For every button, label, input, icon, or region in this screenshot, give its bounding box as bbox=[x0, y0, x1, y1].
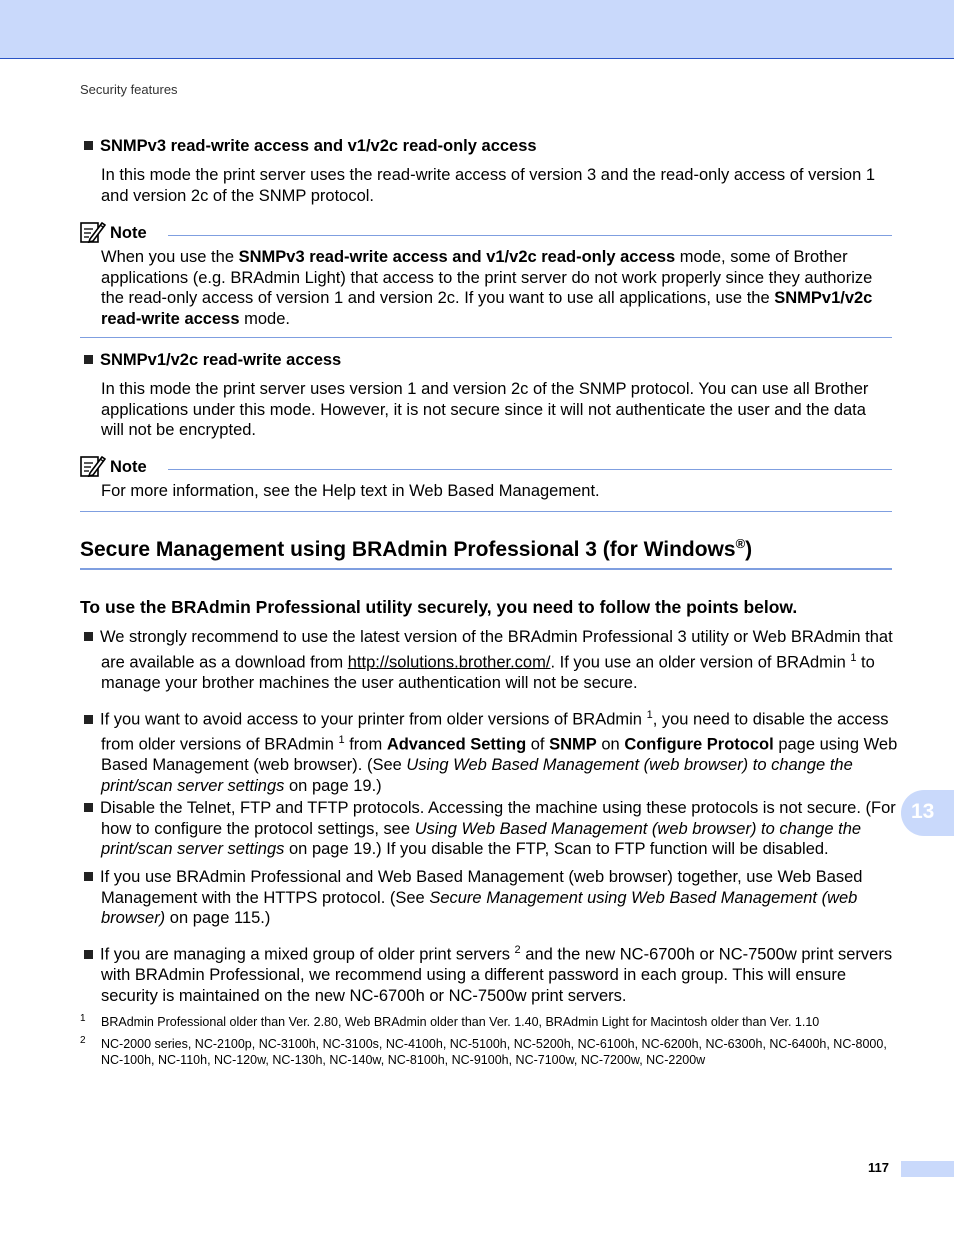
list-item-text: on page 19.) If you disable the FTP, Scan to FTP function will be disabled. bbox=[284, 840, 829, 858]
note-header bbox=[80, 220, 892, 246]
note1-text: mode. bbox=[239, 309, 290, 328]
cross-reference: Using Web Based Management (web browser) to change the print/scan server settings bbox=[101, 756, 853, 795]
square-bullet-icon bbox=[84, 632, 93, 641]
list-item-text: We strongly recommend to use the latest version of the BRAdmin Professional 3 utility or Web BRAdmin that are available as a download from bbox=[100, 628, 893, 671]
page-number: 117 bbox=[868, 1160, 889, 1175]
footnote-text: NC-2000 series, NC-2100p, NC-3100h, NC-3100s, NC-4100h, NC-5100h, NC-5200h, NC-6100h, NC-6200h, NC-6300h, NC-6400h, NC-8000, NC-100h, NC-110h, NC-120w, NC-130h, NC-140w, NC-8100h, NC-9100h, NC-7100w, NC-7200w, NC-2200w bbox=[101, 1037, 887, 1067]
list-item-text: on page 19.) bbox=[284, 776, 382, 795]
square-bullet-icon bbox=[84, 872, 93, 881]
footnote-number: 1 bbox=[80, 1013, 86, 1024]
note-end-rule bbox=[80, 337, 892, 338]
list-item-text: and the new NC-6700h or NC-7500w print servers with BRAdmin Professional, we recommend using a different password in each group. This will ensure security is maintained on the new NC-6700h or NC-7500w print servers. bbox=[101, 945, 893, 1005]
footnote bbox=[80, 1036, 892, 1068]
chapter-number: 13 bbox=[911, 800, 935, 823]
square-bullet-icon bbox=[84, 803, 93, 812]
snmpv3-title bbox=[84, 137, 537, 156]
subheading: To use the BRAdmin Professional utility securely, you need to follow the points below. bbox=[80, 597, 798, 617]
list-item-text: If you use BRAdmin Professional and Web Based Management (web browser) together, use Web Based Management with the HTTPS protocol. (See bbox=[100, 868, 863, 907]
note1-bold-mode: SNMPv3 read-write access and v1/v2c read-only access bbox=[238, 248, 676, 266]
header-band bbox=[0, 0, 954, 59]
menu-path-bold: Advanced Setting bbox=[386, 735, 527, 754]
list-item-text: If you are managing a mixed group of older print servers bbox=[100, 945, 515, 964]
list-item-text: Disable the Telnet, FTP and TFTP protocols. Accessing the machine using these protocols is not secure. (For how to configure the protocol settings, see bbox=[100, 799, 896, 838]
snmpv3-body: In this mode the print server uses the read-write access of version 3 and the read-only access of version 1 and version 2c of the SNMP protocol. bbox=[101, 166, 876, 205]
note1-text: When you use the bbox=[101, 248, 239, 266]
footnote-ref: 1 bbox=[646, 709, 653, 721]
snmpv3-title-text: SNMPv3 read-write access and v1/v2c read-only access bbox=[100, 137, 537, 155]
note1-text: mode, some of Brother applications (e.g. BRAdmin Light) that access to the print server do not work properly since they authorize the read-only access of version 1 and version 2c. If you want to use all applications, use the bbox=[101, 248, 873, 307]
footnote-ref: 1 bbox=[850, 651, 857, 664]
list-item bbox=[84, 705, 907, 796]
footnote-ref: 1 bbox=[338, 734, 345, 746]
list-item-text: from bbox=[344, 735, 387, 754]
brother-solutions-link[interactable]: http://solutions.brother.com/ bbox=[347, 653, 551, 671]
menu-path-bold: Configure Protocol bbox=[624, 735, 774, 754]
list-item-text: on bbox=[596, 735, 625, 754]
snmpv1-body: In this mode the print server uses version 1 and version 2c of the SNMP protocol. You can use all Brother applications under this mode. However, it is not secure since it will not authenticate the user and the data will not be encrypted. bbox=[101, 380, 869, 439]
list-item-text: If you want to avoid access to your printer from older versions of BRAdmin bbox=[100, 710, 647, 729]
registered-mark: ® bbox=[735, 536, 746, 551]
section-title-text: Secure Management using BRAdmin Professional 3 (for Windows bbox=[80, 538, 736, 561]
cross-reference: Secure Management using Web Based Management (web browser) bbox=[101, 888, 858, 927]
note-label: Note bbox=[110, 224, 147, 242]
list-item-text: on page 115.) bbox=[165, 909, 271, 927]
list-item-text: of bbox=[526, 735, 550, 754]
note1-body bbox=[101, 247, 891, 329]
note-pencil-icon bbox=[80, 454, 106, 478]
note-end-rule bbox=[80, 511, 892, 512]
snmpv1-title bbox=[84, 351, 341, 370]
section-title bbox=[80, 536, 752, 562]
footnote-number: 2 bbox=[80, 1035, 86, 1046]
note1-bold-mode: SNMPv1/v2c read-write access bbox=[101, 289, 873, 328]
list-item bbox=[84, 798, 907, 860]
footer-band bbox=[901, 1161, 954, 1177]
footnote bbox=[80, 1014, 892, 1030]
cross-reference: Using Web Based Management (web browser) to change the print/scan server settings bbox=[101, 819, 862, 858]
note-rule bbox=[168, 469, 892, 470]
note-pencil-icon bbox=[80, 220, 106, 244]
note-label: Note bbox=[110, 458, 147, 476]
list-item-text: . If you use an older version of BRAdmin bbox=[550, 653, 851, 671]
list-item-text: to manage your brother machines the user authentication will not be secure. bbox=[101, 653, 875, 692]
snmpv1-title-text: SNMPv1/v2c read-write access bbox=[100, 351, 342, 369]
list-item bbox=[84, 940, 907, 1006]
list-item bbox=[84, 867, 907, 929]
square-bullet-icon bbox=[84, 355, 93, 364]
section-rule bbox=[80, 568, 892, 570]
note-header bbox=[80, 454, 892, 480]
list-item-text: , you need to disable the access from older versions of BRAdmin bbox=[101, 710, 889, 754]
footnote-ref: 2 bbox=[514, 944, 521, 956]
menu-path-bold: SNMP bbox=[549, 735, 597, 754]
list-item bbox=[84, 627, 907, 693]
note-rule bbox=[168, 235, 892, 236]
square-bullet-icon bbox=[84, 950, 93, 959]
section-title-close: ) bbox=[745, 538, 753, 561]
note2-body: For more information, see the Help text in Web Based Management. bbox=[101, 482, 600, 500]
square-bullet-icon bbox=[84, 715, 93, 724]
footnote-text: BRAdmin Professional older than Ver. 2.80, Web BRAdmin older than Ver. 1.40, BRAdmin Light for Macintosh older than Ver. 1.10 bbox=[101, 1015, 820, 1029]
square-bullet-icon bbox=[84, 141, 93, 150]
list-item-text: page using Web Based Management (web browser). (See bbox=[101, 735, 898, 774]
chapter-tab bbox=[901, 790, 954, 836]
running-head: Security features bbox=[80, 82, 178, 97]
